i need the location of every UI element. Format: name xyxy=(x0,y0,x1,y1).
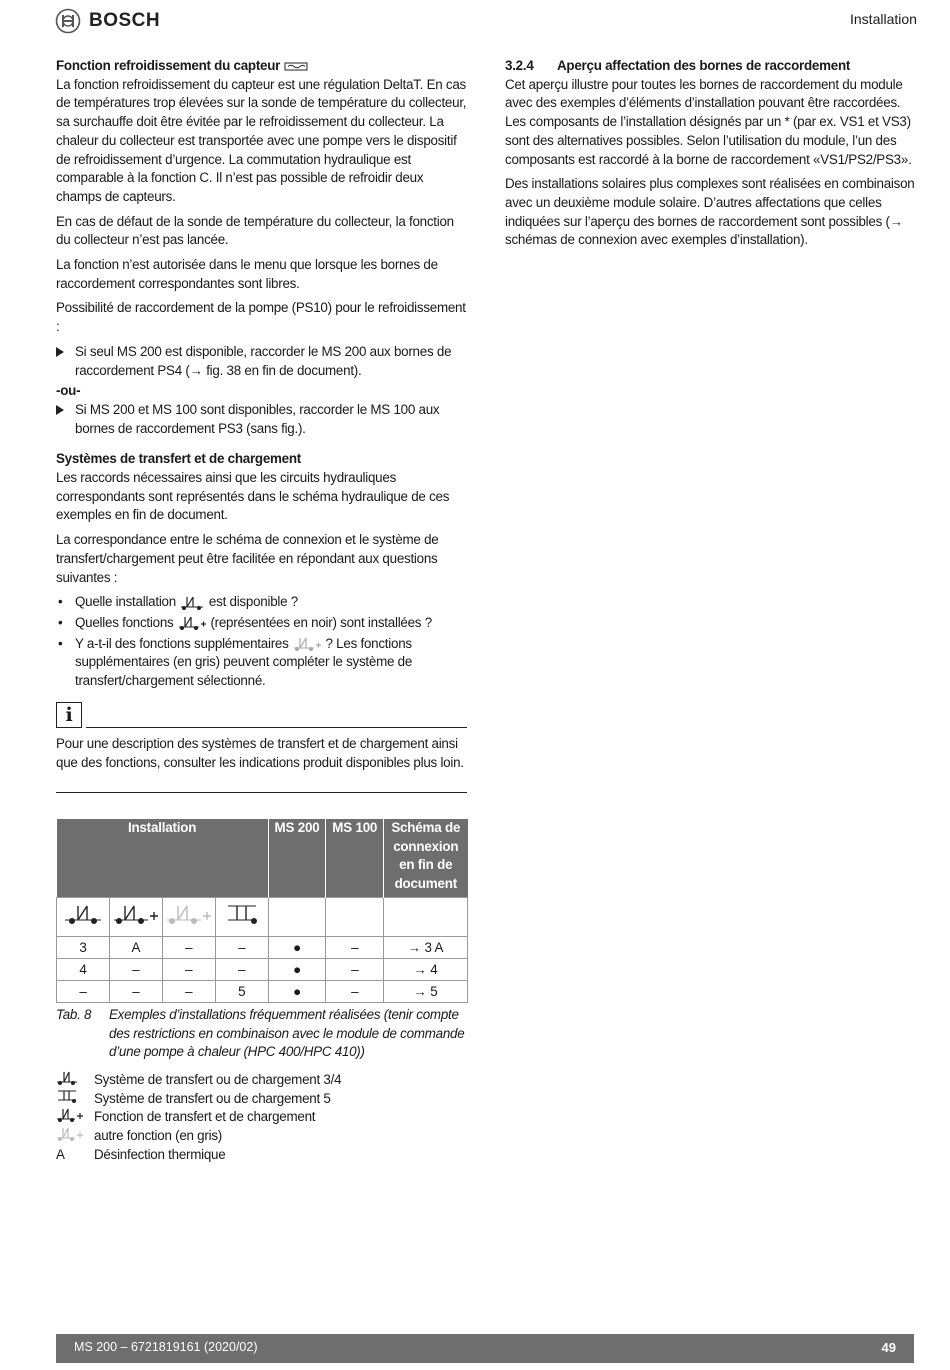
cell: 3 xyxy=(57,937,110,959)
bullet-dot: • xyxy=(58,594,63,610)
cell: → 3 A xyxy=(384,937,468,959)
step-arrow-icon xyxy=(56,347,64,357)
bullet-text: ? Les fonctions supplémentaires (en gris) peuvent compléter le système de transfert/chargement sélectionné. xyxy=(75,635,413,689)
bullet-dot: • xyxy=(58,635,63,651)
legend-item xyxy=(56,1127,476,1146)
heading-collector-cooling xyxy=(56,57,467,76)
document-reference: MS 200 – 6721819161 (2020/02) xyxy=(74,1340,258,1354)
other-function-icon xyxy=(165,900,213,928)
col-header-ms200: MS 200 xyxy=(268,819,326,898)
heading-text: Fonction refroidissement du capteur xyxy=(56,58,281,73)
paragraph: La fonction n’est autorisée dans le menu que lorsque les bornes de raccordement correspondantes sont libres. xyxy=(56,257,438,291)
bullet-item xyxy=(56,593,467,612)
legend-text: autre fonction (en gris) xyxy=(94,1128,222,1144)
legend-item xyxy=(56,1146,476,1165)
cell: → 5 xyxy=(384,981,468,1003)
bosch-armature-icon xyxy=(55,8,81,34)
cell-empty xyxy=(384,898,468,937)
table-row xyxy=(57,959,468,981)
function-icon xyxy=(56,1107,84,1123)
cell-icon xyxy=(215,898,268,937)
cell: ● xyxy=(268,937,326,959)
section-number: 3.2.4 xyxy=(505,58,534,73)
legend-item xyxy=(56,1090,476,1109)
bullet-text: Quelles fonctions xyxy=(75,614,174,630)
bullet-item xyxy=(56,635,467,691)
system-34-icon xyxy=(56,1070,78,1086)
left-column xyxy=(56,57,467,693)
legend-text: Système de transfert ou de chargement 5 xyxy=(94,1090,331,1106)
cell: – xyxy=(215,937,268,959)
cell: – xyxy=(162,937,215,959)
system-5-icon xyxy=(222,900,262,928)
bullet-text: Y a-t-il des fonctions supplémentaires xyxy=(75,635,289,651)
page-footer xyxy=(56,1334,914,1363)
installation-system-icon xyxy=(179,595,205,611)
bullet-dot: • xyxy=(58,614,63,630)
cell: → 4 xyxy=(384,959,468,981)
paragraph: La fonction refroidissement du capteur est une régulation DeltaT. En cas de températures trop élevées sur la sonde de température du collecteur, sa surchauffe doit être évitée par le refroidissement du collecteur. La chaleur du collecteur est transportée avec une pompe vers le dispositif de refroidissement d’urgence. La commutation hydraulique est comparable à la fonction C. Il n’est pas possible de refroidir deux champs de capteurs. xyxy=(56,76,467,204)
legend-text: Désinfection thermique xyxy=(94,1146,226,1162)
cell-icon xyxy=(57,898,110,937)
paragraph: Les raccords nécessaires ainsi que les circuits hydrauliques correspondants sont représentés dans le schéma hydraulique de ces exemples en fin de document. xyxy=(56,470,450,523)
legend-text: Fonction de transfert et de chargement xyxy=(94,1109,316,1125)
paragraph: Des installations solaires plus complexes sont réalisées en combinaison avec un deuxième module solaire. D’autres affectations que celles indiquées sur l’aperçu des bornes de raccordement sont possibles (→ schémas de connexion avec exemples d’installation). xyxy=(505,176,915,248)
step-arrow-icon xyxy=(56,405,64,415)
function-icon xyxy=(112,900,160,928)
divider xyxy=(86,727,467,728)
col-header-schema: Schéma de connexion en fin de document xyxy=(384,819,468,898)
cell: 4 xyxy=(57,959,110,981)
legend-item xyxy=(56,1071,476,1090)
function-icon xyxy=(177,615,207,631)
cell: – xyxy=(109,981,162,1003)
info-text: Pour une description des systèmes de transfert et de chargement ainsi que des fonctions, consulter les indications produit disponibles plus loin. xyxy=(56,736,464,770)
brand-name: BOSCH xyxy=(89,10,161,31)
info-icon: i xyxy=(56,702,82,728)
other-function-icon xyxy=(56,1126,84,1142)
cell: – xyxy=(162,959,215,981)
legend-item xyxy=(56,1108,476,1127)
system-5-icon xyxy=(56,1088,78,1104)
table-icon-row xyxy=(57,898,468,937)
heading-transfer-systems: Systèmes de transfert et de chargement xyxy=(56,451,302,467)
heading-text: Aperçu affectation des bornes de raccordement xyxy=(557,58,851,73)
brand-logo xyxy=(55,8,160,34)
bullet-text: est disponible ? xyxy=(208,594,298,610)
legend-symbol xyxy=(56,1126,94,1148)
caption-label: Tab. 8 xyxy=(56,1007,92,1022)
step-text: Si MS 200 et MS 100 sont disponibles, raccorder le MS 100 aux bornes de raccordement PS3 (sans fig.). xyxy=(75,401,440,436)
table-header-row xyxy=(57,819,468,898)
cell: – xyxy=(326,981,384,1003)
section-title: Installation xyxy=(850,11,917,27)
table-row xyxy=(57,937,468,959)
legend-symbol: A xyxy=(56,1146,65,1162)
paragraph: Possibilité de raccordement de la pompe (PS10) pour le refroidissement : xyxy=(56,300,466,335)
or-separator: -ou- xyxy=(56,383,81,399)
cell: 5 xyxy=(215,981,268,1003)
bullet-text: Quelle installation xyxy=(75,594,176,610)
divider xyxy=(56,792,467,793)
col-header-ms100: MS 100 xyxy=(326,819,384,898)
right-column xyxy=(505,57,915,256)
instruction-step xyxy=(56,343,467,380)
page-number: 49 xyxy=(881,1340,896,1355)
table-row xyxy=(57,981,468,1003)
cell-empty xyxy=(268,898,326,937)
installations-table xyxy=(56,819,468,1003)
bullet-text: (représentées en noir) sont installées ? xyxy=(210,614,432,630)
cell-icon xyxy=(162,898,215,937)
instruction-step xyxy=(56,401,467,438)
cell: – xyxy=(57,981,110,1003)
cell-icon xyxy=(109,898,162,937)
col-header-installation: Installation xyxy=(57,819,269,898)
paragraph: En cas de défaut de la sonde de température du collecteur, la fonction du collecteur n’est pas lancée. xyxy=(56,213,454,248)
cell: A xyxy=(109,937,162,959)
cell: ● xyxy=(268,959,326,981)
paragraph: La correspondance entre le schéma de connexion et le système de transfert/chargement peut être facilitée en répondant aux questions suivantes : xyxy=(56,532,439,585)
cell: – xyxy=(215,959,268,981)
cell: – xyxy=(109,959,162,981)
collector-icon xyxy=(284,60,308,72)
additional-function-icon xyxy=(292,636,322,652)
cell: – xyxy=(162,981,215,1003)
system-34-icon xyxy=(63,900,103,928)
legend xyxy=(56,1071,476,1164)
cell-empty xyxy=(326,898,384,937)
legend-text: Système de transfert ou de chargement 3/4 xyxy=(94,1072,342,1087)
step-text: Si seul MS 200 est disponible, raccorder le MS 200 aux bornes de raccordement PS4 (→ fig. 38 en fin de document). xyxy=(75,343,452,378)
table-caption xyxy=(56,1006,476,1062)
cell: ● xyxy=(268,981,326,1003)
cell: – xyxy=(326,959,384,981)
paragraph: Cet aperçu illustre pour toutes les bornes de raccordement du module avec des exemples d’éléments d’installation pouvant être raccordées. Les composants de l’installation désignés par un * (par ex. VS1 et VS3) sont des alternatives possibles. Selon l’utilisation du module, l’un des composants est raccordé à la borne de raccordement «VS1/PS2/PS3». xyxy=(505,76,912,167)
cell: – xyxy=(326,937,384,959)
bullet-item xyxy=(56,614,467,633)
heading-terminal-overview xyxy=(505,57,915,76)
info-note xyxy=(56,702,467,770)
caption-text: Exemples d’installations fréquemment réalisées (tenir compte des restrictions en combinaison avec le module de commande d’une pompe à chaleur (HPC 400/HPC 410)) xyxy=(109,1007,465,1060)
